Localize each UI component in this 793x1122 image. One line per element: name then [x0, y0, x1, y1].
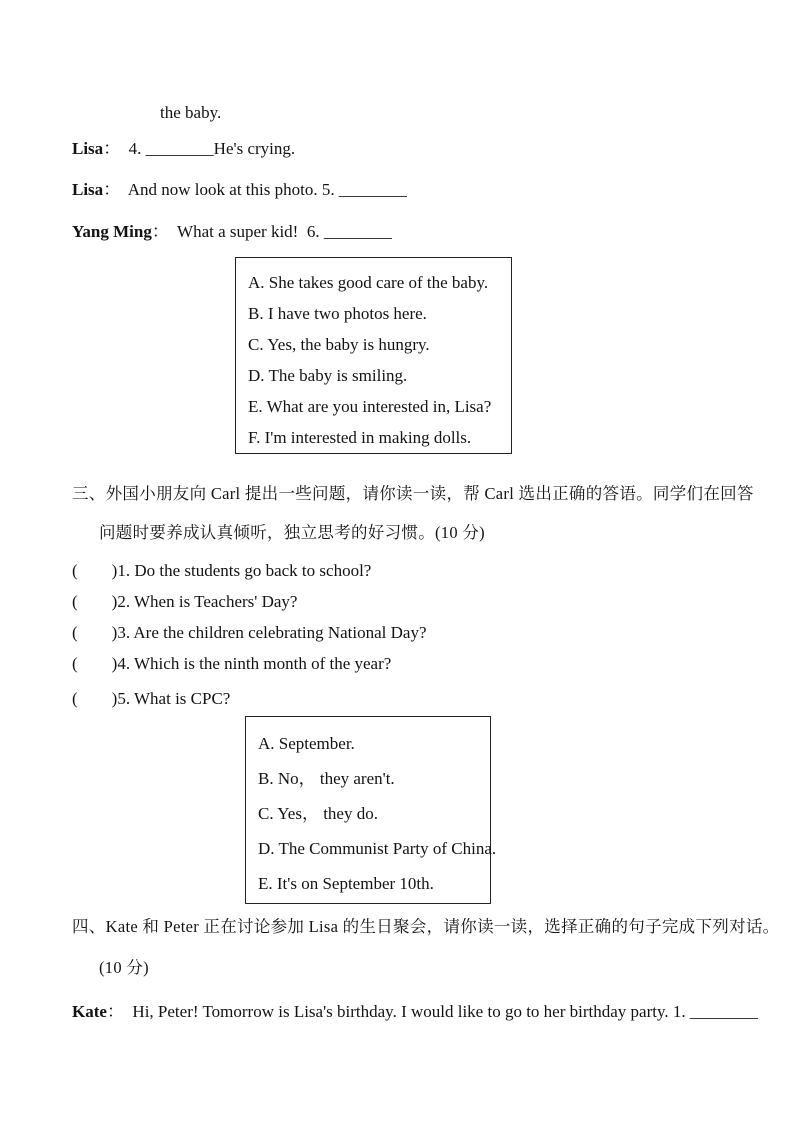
question-item: ( )2. When is Teachers' Day?	[72, 592, 298, 611]
option-item: D. The baby is smiling.	[248, 366, 408, 385]
question-item: ( )5. What is CPC?	[72, 689, 231, 708]
speaker-name: Kate	[72, 1002, 107, 1021]
question-item: ( )1. Do the students go back to school?	[72, 561, 372, 580]
section3-heading-line1: 三、外国小朋友向 Carl 提出一些问题，请你读一读，帮 Carl 选出正确的答语。同学们在回答	[72, 484, 754, 503]
dialogue-line	[72, 1002, 758, 1022]
dialogue-continuation-text: the baby.	[160, 103, 222, 122]
dialogue-text: ： What a super kid! 6. ________	[151, 222, 392, 241]
option-item: C. Yes， they do.	[258, 804, 378, 823]
option-item: F. I'm interested in making dolls.	[248, 428, 472, 447]
option-item: C. Yes, the baby is hungry.	[248, 335, 430, 354]
option-item: E. It's on September 10th.	[258, 874, 434, 893]
option-item: B. No， they aren't.	[258, 769, 395, 788]
option-item: B. I have two photos here.	[248, 304, 427, 323]
option-item: A. September.	[258, 734, 355, 753]
dialogue-line	[72, 222, 392, 242]
option-item: D. The Communist Party of China.	[258, 839, 497, 858]
dialogue-text: ： Hi, Peter! Tomorrow is Lisa's birthday. I would like to go to her birthday party. 1. ________	[106, 1002, 758, 1021]
dialogue-text: ： 4. ________He's crying.	[103, 139, 296, 158]
option-item: E. What are you interested in, Lisa?	[248, 397, 492, 416]
section4-heading-line1: 四、Kate 和 Peter 正在讨论参加 Lisa 的生日聚会，请你读一读，选择正确的句子完成下列对话。	[72, 917, 780, 936]
question-item: ( )3. Are the children celebrating National Day?	[72, 623, 427, 642]
dialogue-line	[72, 180, 407, 200]
answer-options-box-2	[245, 716, 497, 904]
question-item: ( )4. Which is the ninth month of the year?	[72, 654, 392, 673]
dialogue-line	[72, 139, 295, 159]
speaker-name: Lisa	[72, 139, 104, 158]
section4-heading-line2: (10 分)	[99, 958, 149, 977]
option-item: A. She takes good care of the baby.	[248, 273, 489, 292]
dialogue-text: ： And now look at this photo. 5. ________	[103, 180, 407, 199]
speaker-name: Yang Ming	[72, 222, 152, 241]
speaker-name: Lisa	[72, 180, 104, 199]
section3-heading-line2: 问题时要养成认真倾听，独立思考的好习惯。(10 分)	[99, 523, 485, 542]
answer-options-box-1	[235, 257, 512, 454]
